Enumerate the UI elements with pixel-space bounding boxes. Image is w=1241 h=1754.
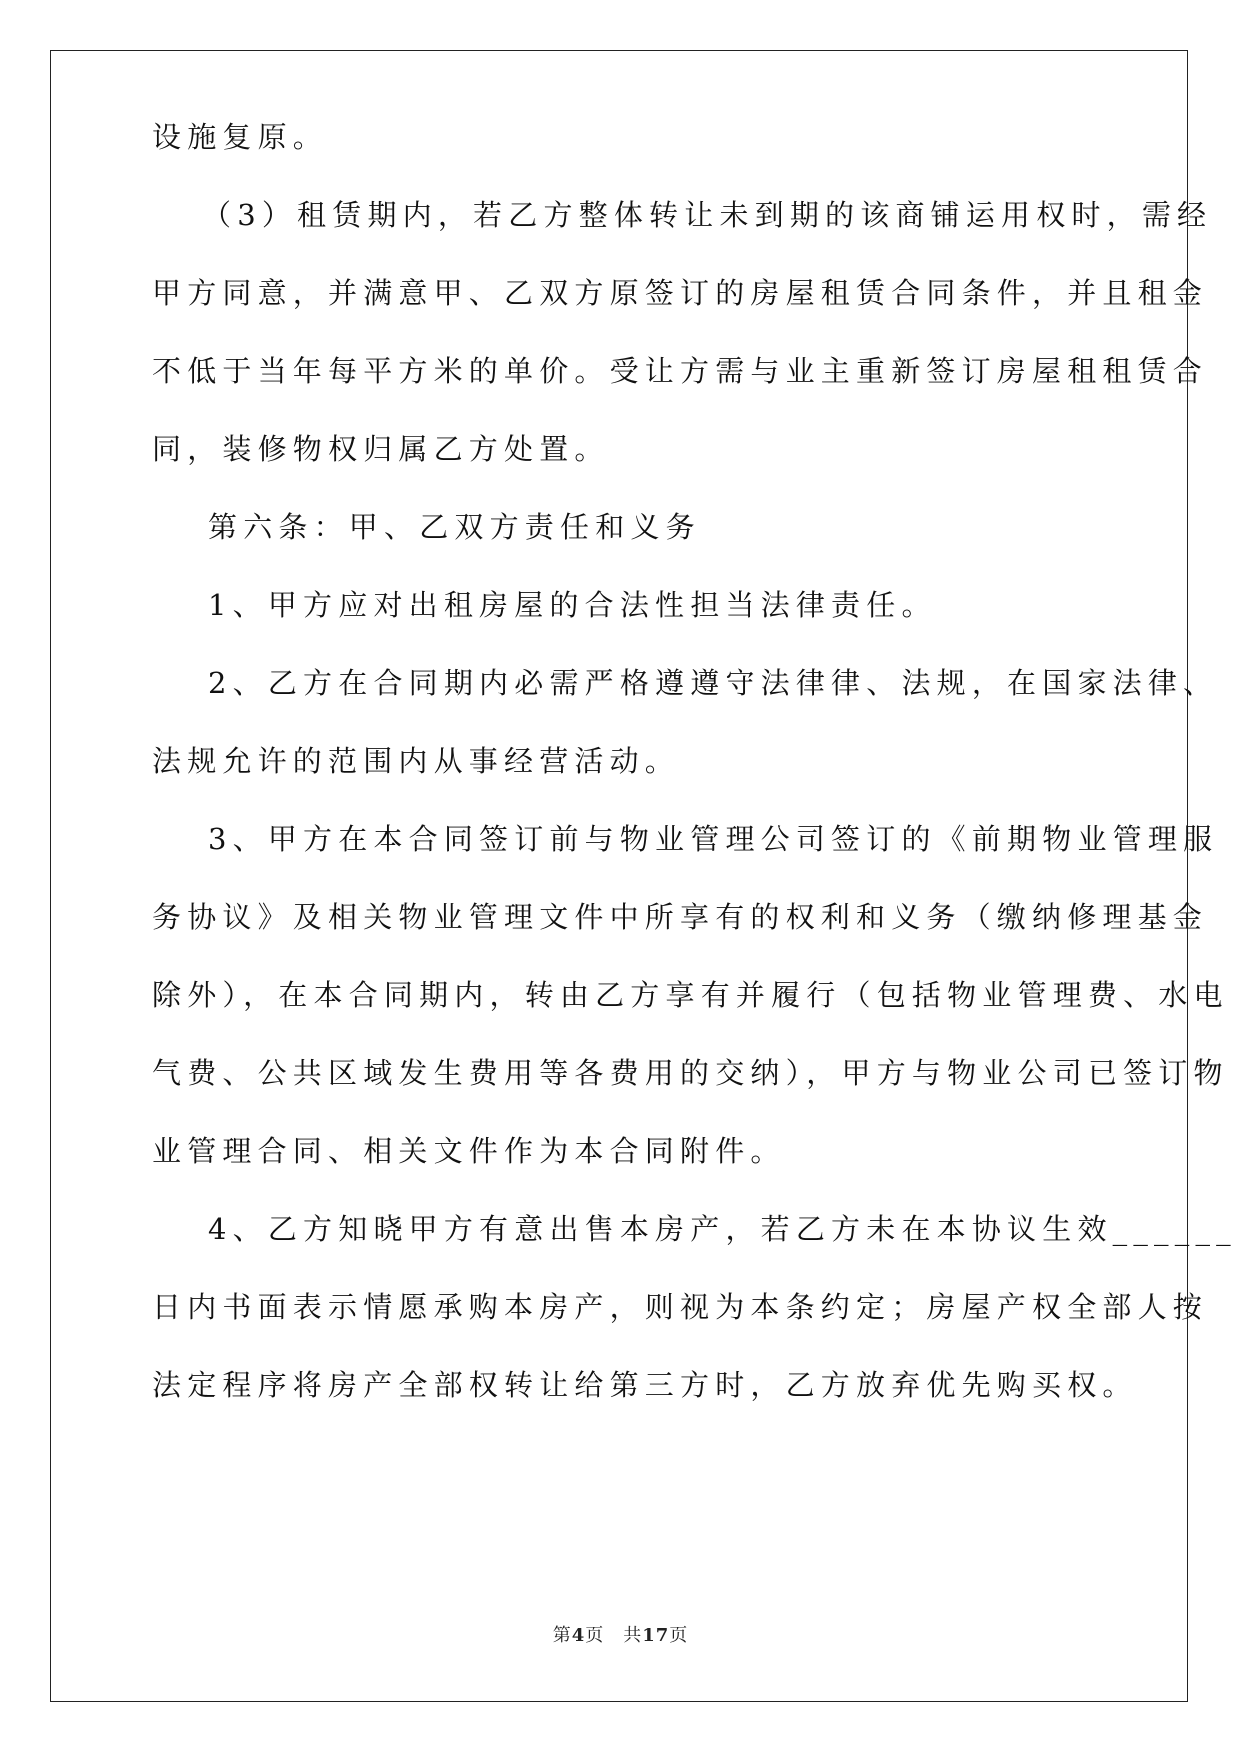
text-line-9: 法规允许的范围内从事经营活动。 [152,744,681,778]
text-line-7: 1、甲方应对出租房屋的合法性担当法律责任。 [208,588,937,622]
footer-middle: 页 共 [585,1625,643,1646]
text-line-15: 4、乙方知晓甲方有意出售本房产，若乙方未在本协议生效______ [208,1212,1237,1246]
text-line-14: 业管理合同、相关文件作为本合同附件。 [152,1134,786,1168]
text-line-3: 甲方同意，并满意甲、乙双方原签订的房屋租赁合同条件，并且租金 [152,276,1209,310]
text-line-4: 不低于当年每平方米的单价。受让方需与业主重新签订房屋租租赁合 [152,354,1209,388]
text-line-2: （3）租赁期内，若乙方整体转让未到期的该商铺运用权时，需经 [202,198,1213,232]
text-line-11: 务协议》及相关物业管理文件中所享有的权利和义务（缴纳修理基金 [152,900,1209,934]
text-line-12: 除外），在本合同期内，转由乙方享有并履行（包括物业管理费、水电 [152,978,1229,1012]
text-line-1: 设施复原。 [152,120,329,154]
text-line-16: 日内书面表示情愿承购本房产，则视为本条约定；房屋产权全部人按 [152,1290,1209,1324]
section-heading: 第六条：甲、乙双方责任和义务 [208,510,701,544]
document-body [152,120,1237,1424]
page-footer [0,1621,1241,1647]
footer-suffix: 页 [669,1625,689,1646]
total-page-number: 17 [642,1625,670,1646]
footer-prefix: 第 [552,1625,572,1646]
text-line-13: 气费、公共区域发生费用等各费用的交纳），甲方与物业公司已签订物 [152,1056,1229,1090]
text-line-5: 同，装修物权归属乙方处置。 [152,432,610,466]
current-page-number: 4 [571,1625,586,1646]
text-line-8: 2、乙方在合同期内必需严格遵遵守法律律、法规，在国家法律、 [208,666,1219,700]
text-line-10: 3、甲方在本合同签订前与物业管理公司签订的《前期物业管理服 [208,822,1219,856]
text-line-17: 法定程序将房产全部权转让给第三方时，乙方放弃优先购买权。 [152,1368,1138,1402]
